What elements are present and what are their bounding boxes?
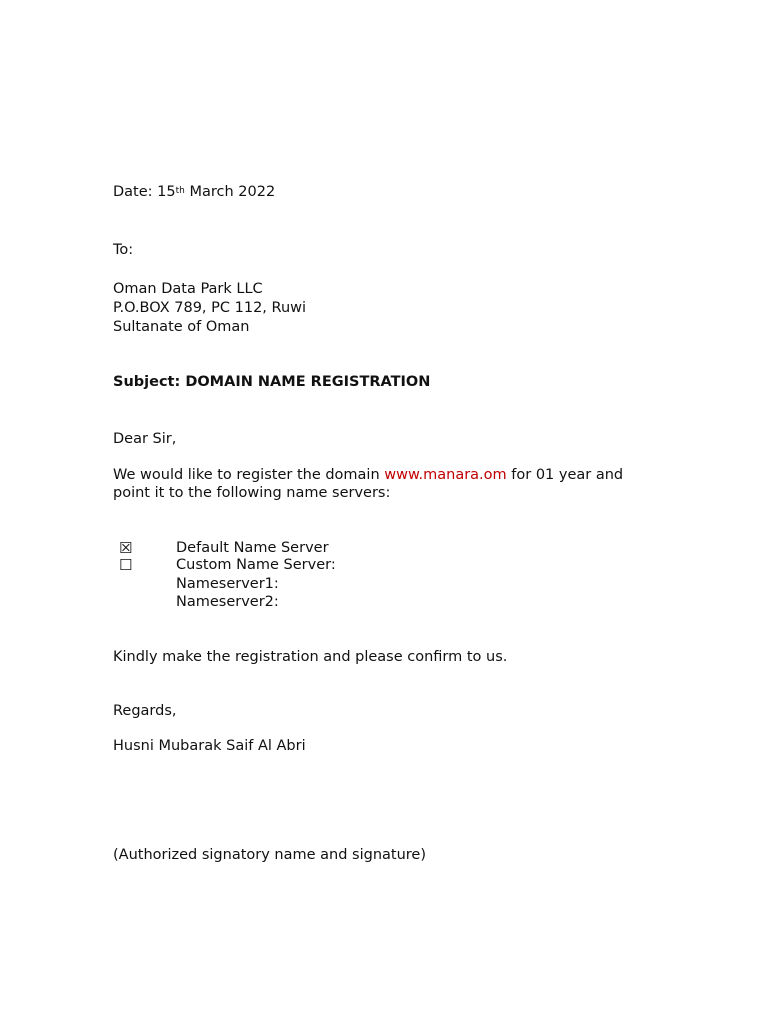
salutation: Dear Sir, [113, 431, 177, 447]
date-month-year: March 2022 [184, 184, 276, 200]
default-nameserver-label: Default Name Server [176, 540, 329, 556]
date-day: Date: 15 [113, 184, 176, 200]
regards: Regards, [113, 703, 177, 719]
nameserver2-label: Nameserver2: [176, 594, 279, 610]
custom-nameserver-label: Custom Name Server: [176, 557, 336, 573]
letter-page [113, 0, 673, 1024]
date-ordinal: th [175, 186, 185, 196]
signature-note: (Authorized signatory name and signature) [113, 847, 426, 863]
subject-line: Subject: DOMAIN NAME REGISTRATION [113, 374, 431, 390]
default-nameserver-checkbox[interactable]: ☒ [119, 539, 133, 557]
recipient-name: Oman Data Park LLC [113, 281, 263, 297]
domain-link[interactable]: www.manara.om [384, 467, 507, 483]
body-intro-term: for 01 year and [506, 467, 624, 483]
signer-name: Husni Mubarak Saif Al Abri [113, 738, 306, 754]
recipient-address: P.O.BOX 789, PC 112, Ruwi [113, 300, 307, 316]
custom-nameserver-checkbox[interactable]: ☐ [119, 556, 133, 574]
body-intro-line1 [113, 466, 623, 484]
body-intro-line2: point it to the following name servers: [113, 485, 391, 501]
nameserver1-label: Nameserver1: [176, 576, 279, 592]
recipient-country: Sultanate of Oman [113, 319, 250, 335]
date-line [113, 183, 275, 201]
closing-request: Kindly make the registration and please confirm to us. [113, 649, 508, 665]
body-intro-text: We would like to register the domain [113, 467, 385, 483]
to-label: To: [113, 242, 134, 258]
